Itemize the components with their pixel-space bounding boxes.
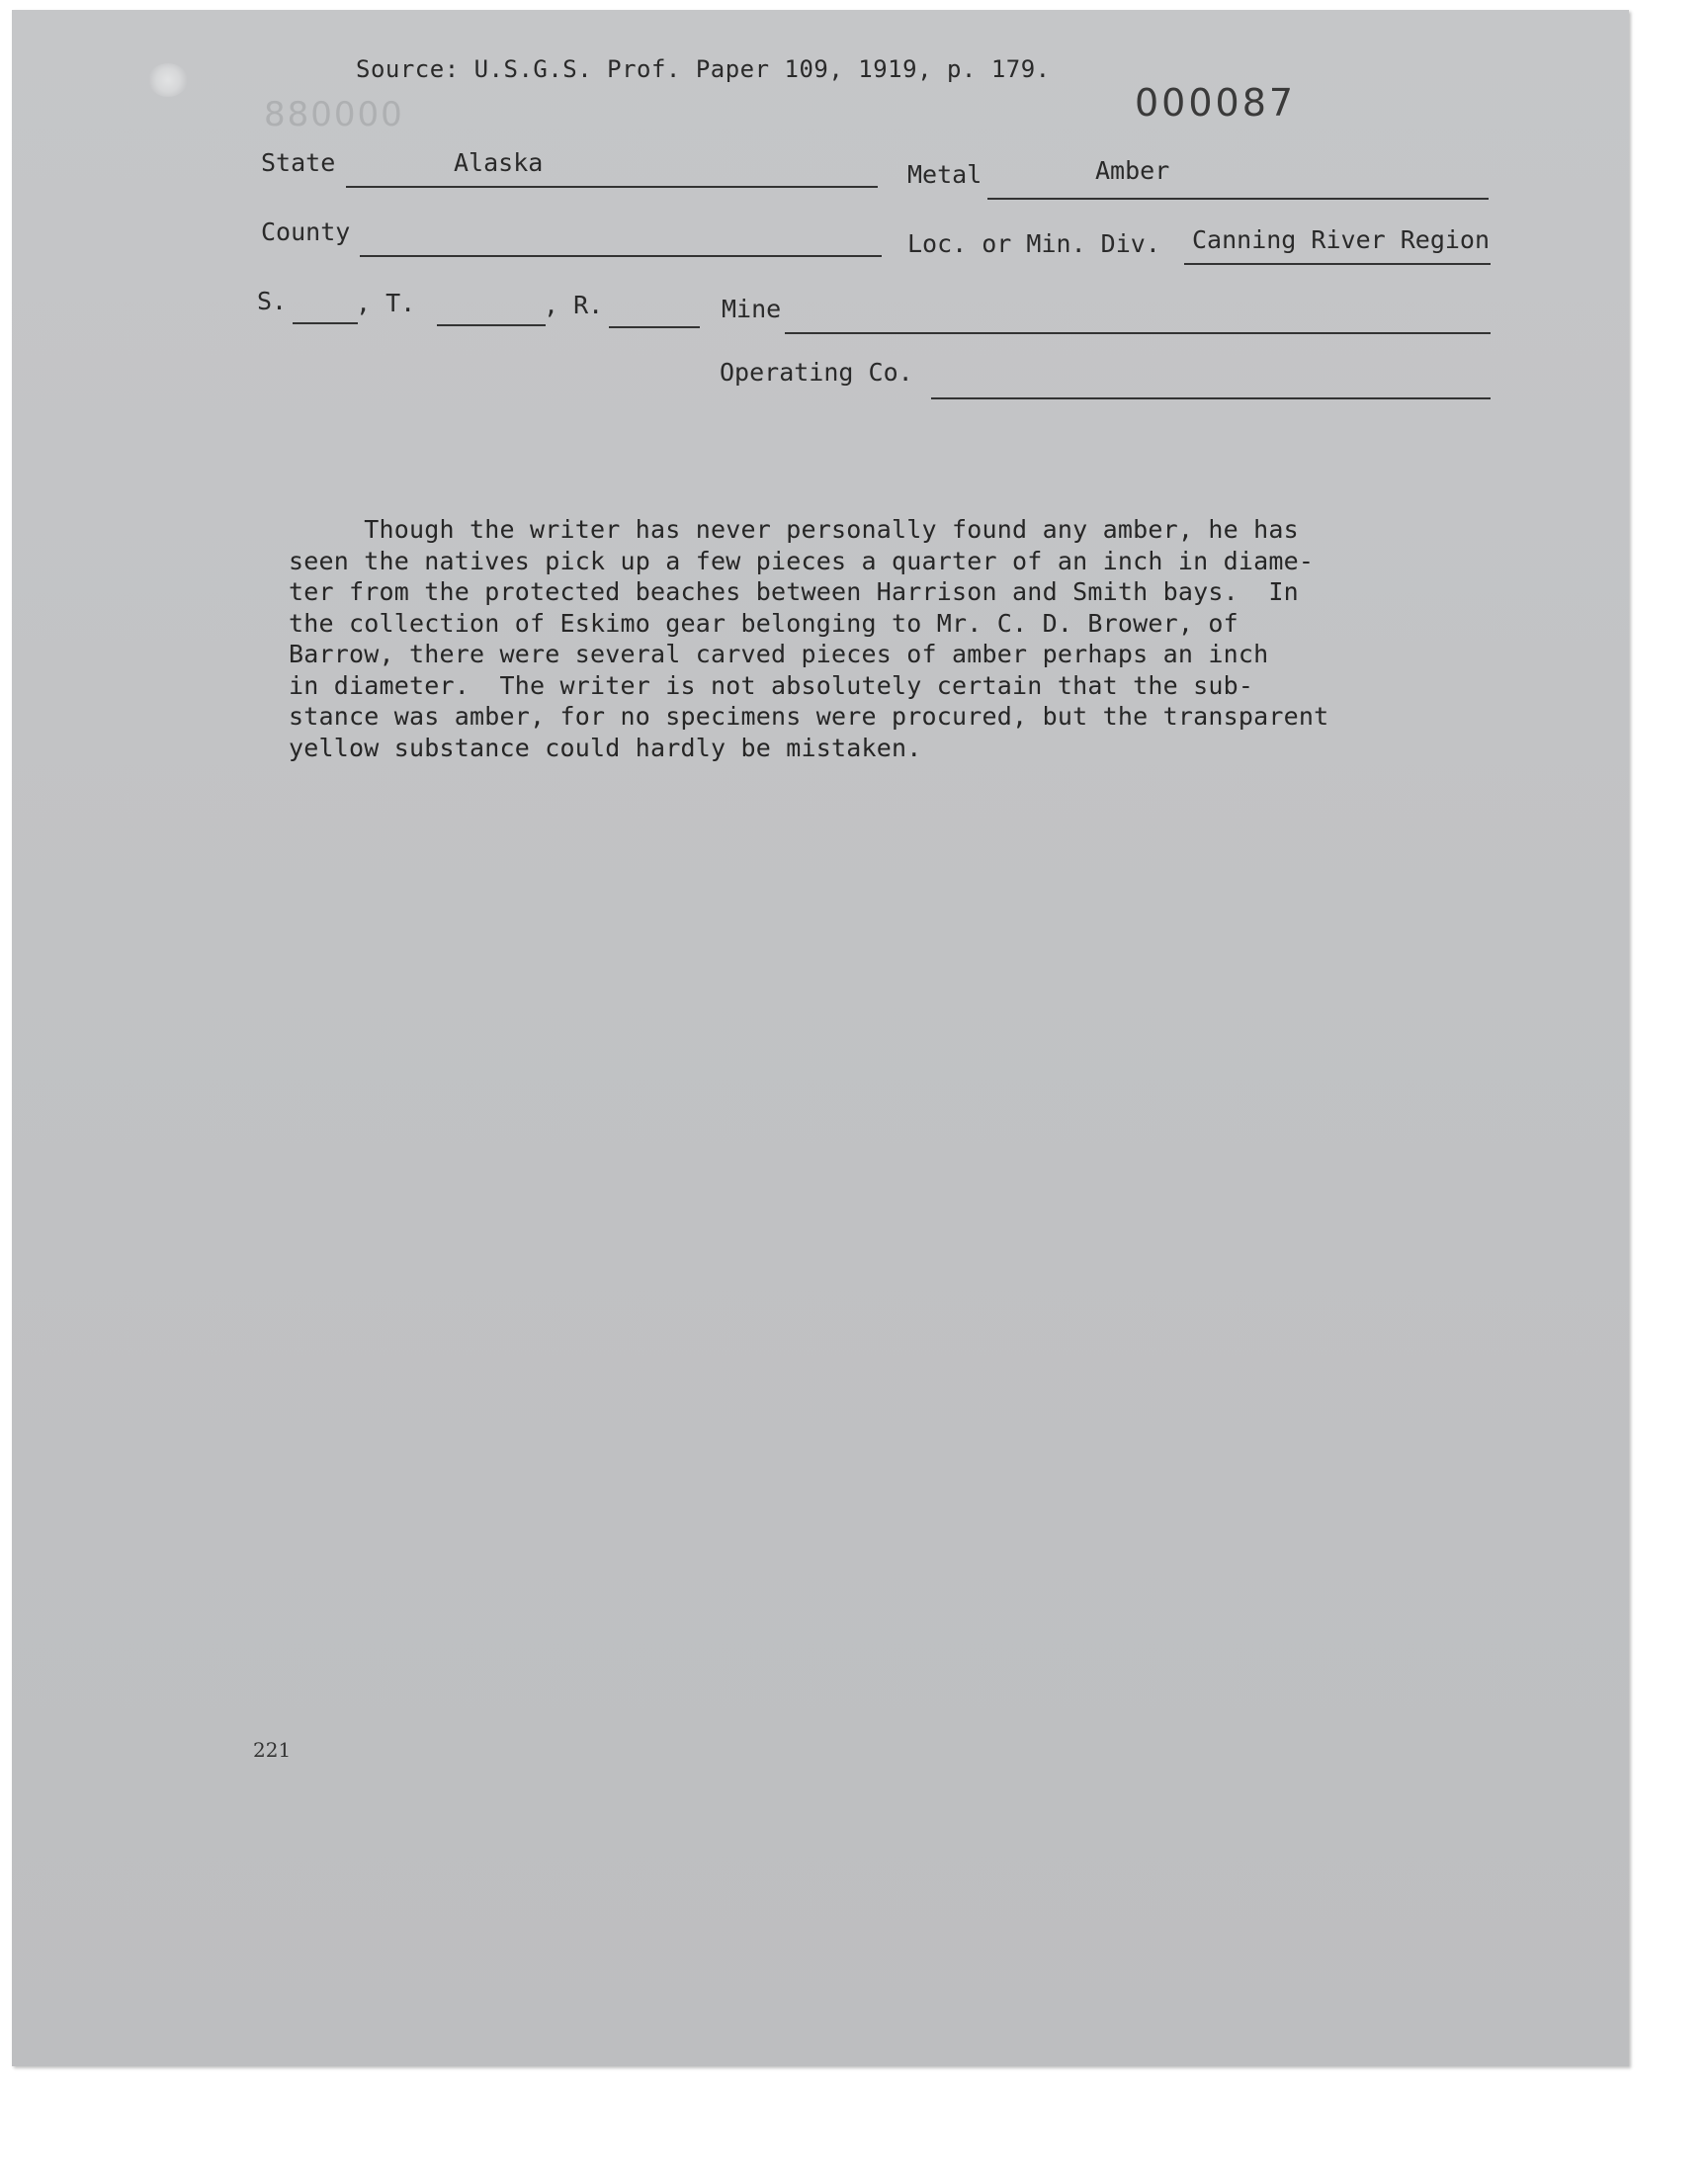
state-value: Alaska [454,148,544,177]
county-label: County [261,218,351,246]
section-label: S. [257,287,288,315]
faded-stamp-number: 880000 [264,95,404,134]
range-underline [609,326,700,328]
metal-underline [987,198,1489,200]
location-underline [1184,263,1491,265]
metal-label: Metal [907,160,982,189]
page-number: 221 [253,1738,292,1762]
operating-co-label: Operating Co. [720,358,913,387]
mine-label: Mine [722,295,782,323]
section-underline [293,322,358,324]
location-label: Loc. or Min. Div. [907,229,1160,258]
metal-value: Amber [1095,156,1170,185]
township-underline [437,324,546,326]
mine-underline [785,332,1491,334]
source-citation: Source: U.S.G.S. Prof. Paper 109, 1919, p. 179. [356,55,1051,83]
county-underline [360,255,882,257]
operating-co-underline [931,397,1491,399]
location-value: Canning River Region [1192,225,1491,254]
range-label: , R. [544,291,604,319]
paper-smudge [148,63,188,97]
document-page [12,10,1629,2066]
state-underline [346,186,878,188]
township-label: , T. [356,289,416,317]
state-label: State [261,148,336,177]
body-paragraph: Though the writer has never personally found any amber, he has seen the natives pick up a few pieces a quarter of an inch in diame- ter from the protected beaches between Harrison and Smith bays. In the collection of Eskimo gear belonging to Mr. C. D. Brower, of Barrow, there were several carved pieces of amber perhaps an inch in diameter. The writer is not absolutely certain that the sub- stance was amber, for no specimens were procured, but the transparent yellow substance could hardly be mistaken. [289,515,1329,762]
document-number-stamp: 000087 [1135,81,1297,125]
